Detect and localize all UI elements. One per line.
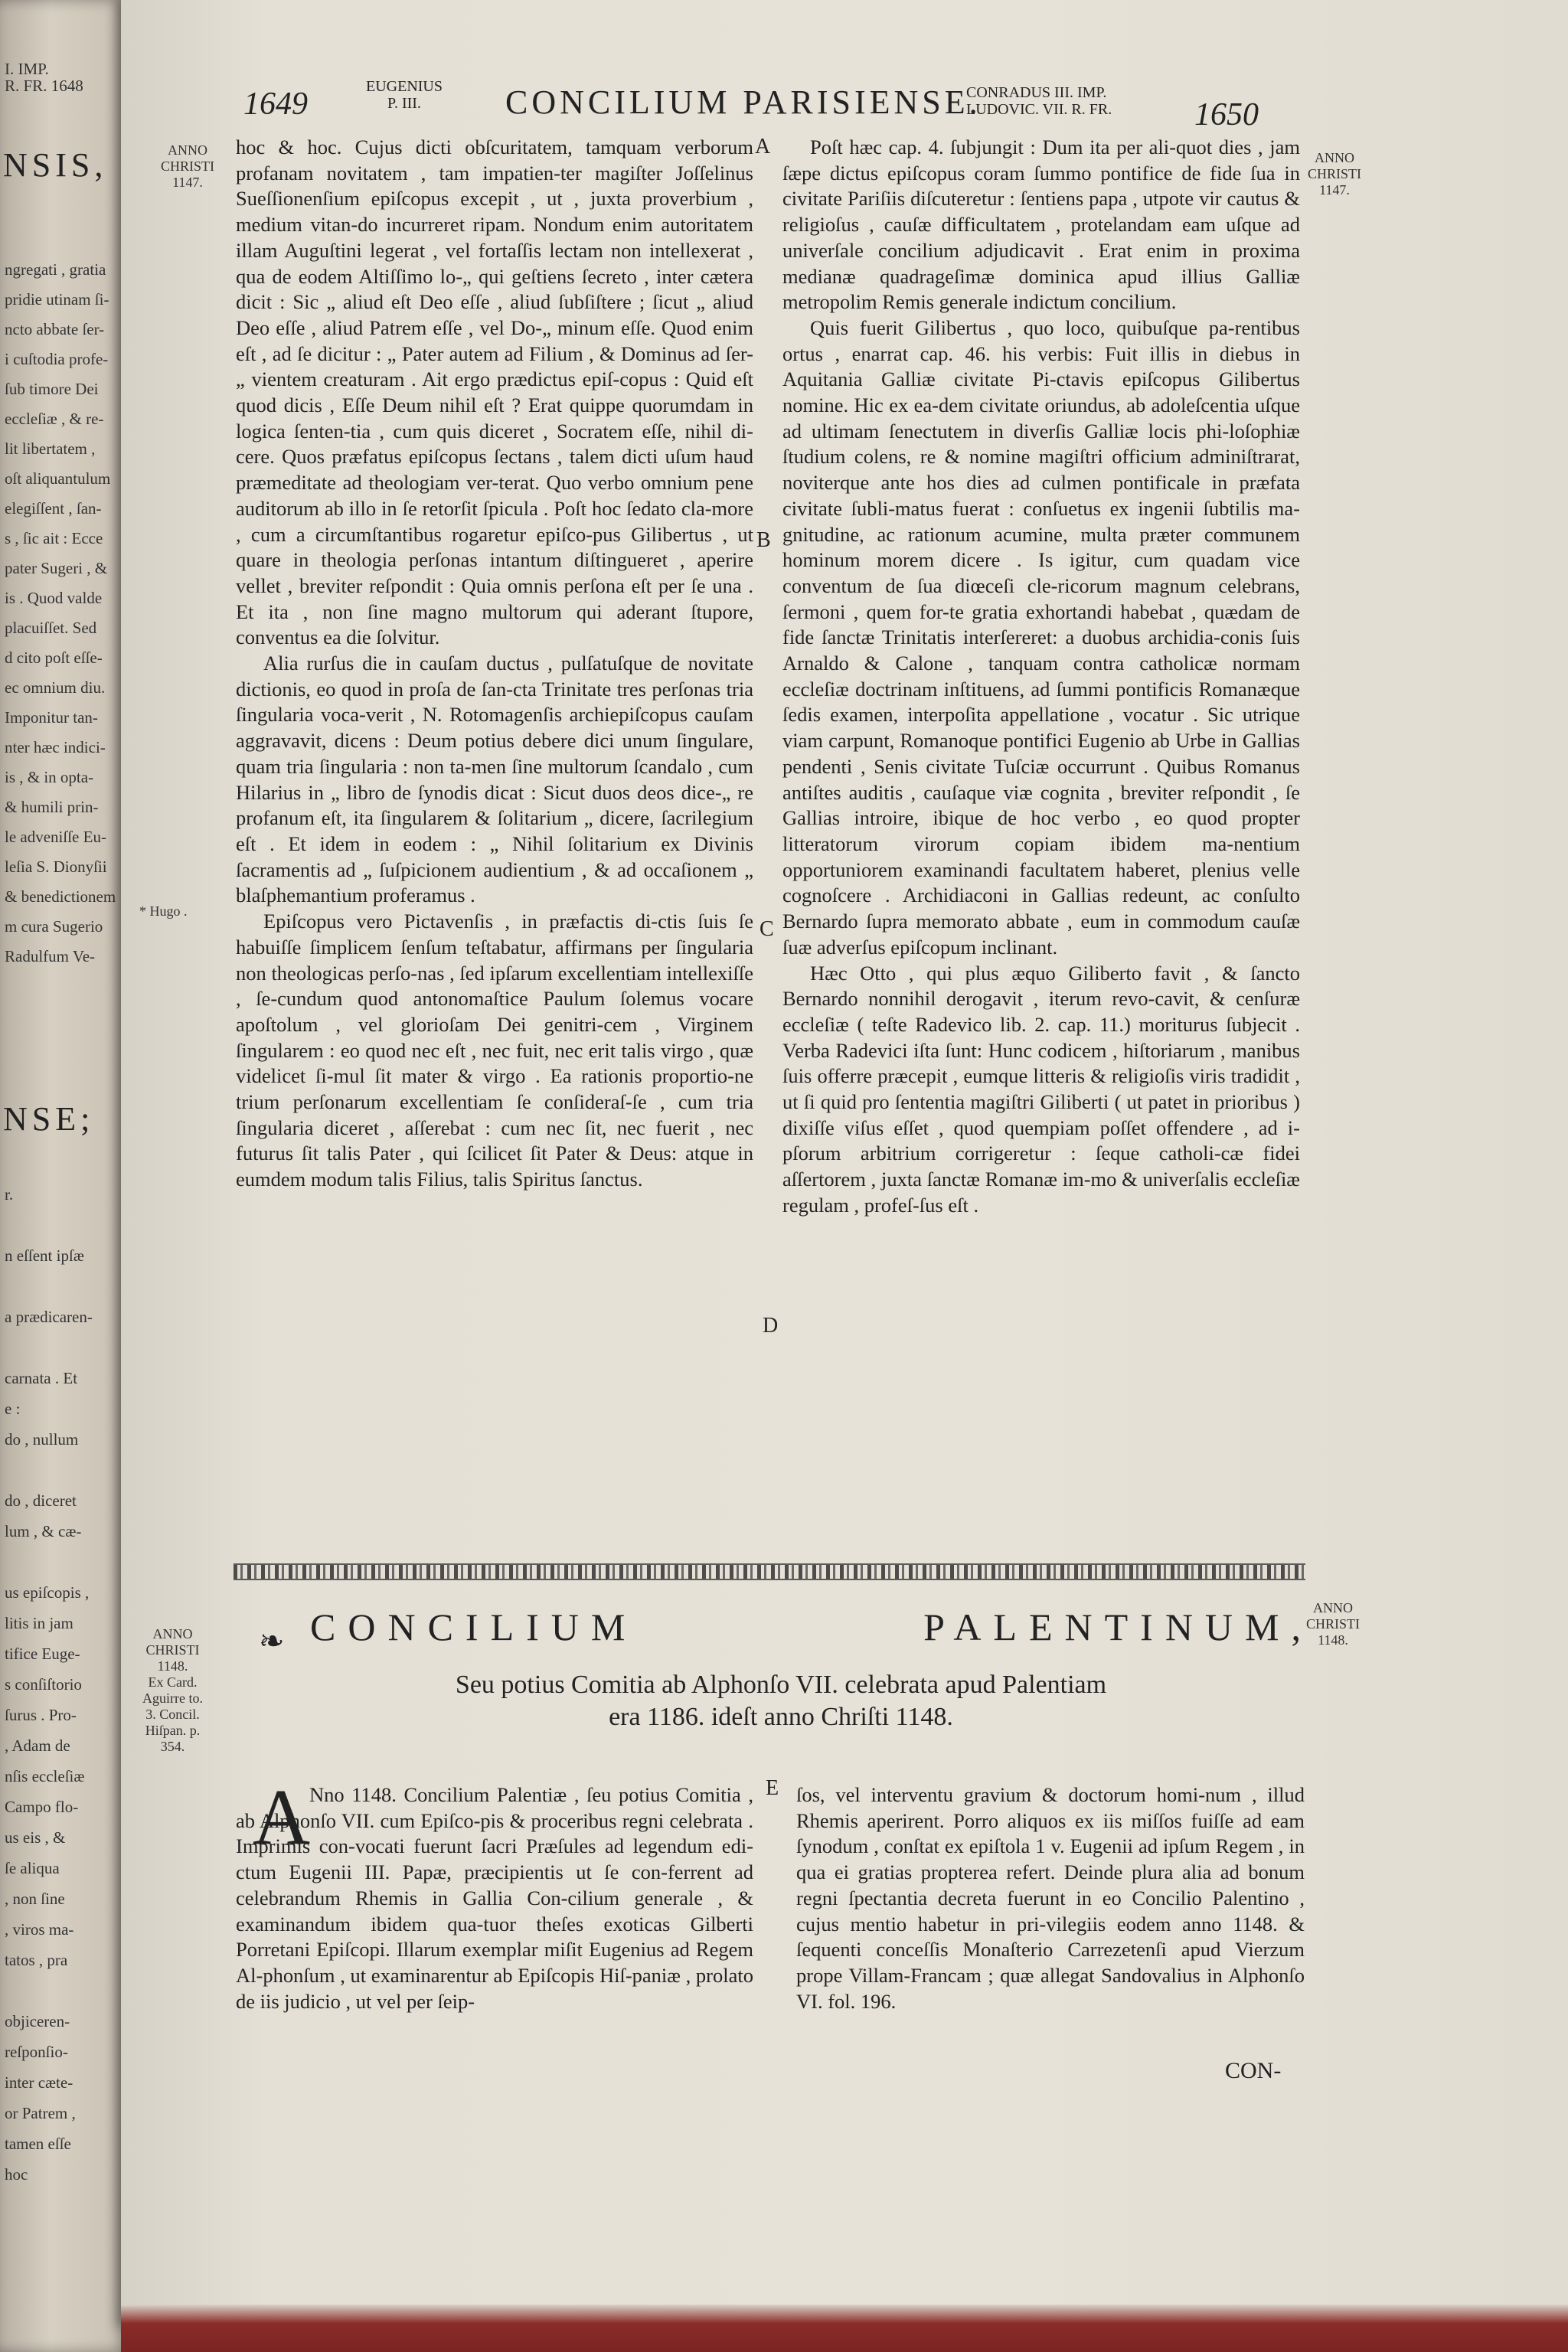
spine-line: , Adam de [5, 1736, 70, 1755]
margin-anno-right: ANNO CHRISTI 1147. [1308, 150, 1362, 198]
paragraph: Poſt hæc cap. 4. ſubjungit : Dum ita per ali-quot dies , jam ſæpe dictus epiſcopus coram ſummo pontifice de fide ſua in civitate Pariſiis diſcuteretur : ſentiens papa , utpote vir cautus & religioſus , cauſæ difficultatem , protelandam eam uſque ad univerſale concilium adjudicavit . Erat enim in proxima medianæ quadrageſimæ dominica apud illius Galliæ metropolim Remis generale indictum concilium. [782, 136, 1300, 314]
spine-line: tifice Euge- [5, 1645, 80, 1663]
spine-heading-1: NSIS, [3, 146, 108, 184]
spine-line: a prædicaren- [5, 1308, 93, 1326]
margin-letter-c: C [760, 917, 774, 941]
spine-line: us eis , & [5, 1828, 66, 1847]
spine-line: ſub timore Dei [5, 380, 99, 398]
spine-line: ngregati , gratia [5, 260, 106, 279]
spine-line: ec omnium diu. [5, 678, 106, 697]
spine-line: is . Quod valde [5, 589, 103, 607]
spine-line: Radulfum Ve- [5, 947, 96, 965]
page-number-right: 1650 [1194, 97, 1259, 132]
spine-line: le adveniſſe Eu- [5, 828, 106, 846]
header-left-small: EUGENIUS P. III. [366, 78, 443, 112]
spine-line: placuiſſet. Sed [5, 619, 97, 637]
spine-line: tatos , pra [5, 1951, 68, 1969]
spine-line: e : [5, 1400, 21, 1418]
ornament-fleuron-icon: ❧ [259, 1624, 285, 1658]
spine-line: tamen eſſe [5, 2135, 71, 2153]
spine-line: i cuſtodia profe- [5, 350, 109, 368]
section-column-right [796, 1782, 1305, 2014]
paragraph: Quis fuerit Gilibertus , quo loco, quibuſque pa-rentibus ortus , enarrat cap. 46. his verbis: Fuit illis in diebus in Aquitania Galliæ civitate Pi-ctavis epiſcopus Gilibertus nomine. Hic ex ea-dem civitate oriundus, ab adoleſcentia uſque ad ultimam ſenectutem in diverſis Galliæ locis phi-loſophiæ ſtudium colens, re & nomine magiſtri officium adminiſtrarat, noviterque ante hos dies ad culmen pontificale in præfata civitate ſubli-matus fuerat : conſuetus ex ingenii ſubtilis ma-gnitudine, ac rationum acumine, multa præter communem hominum morem dicere . Is igitur, cum quadam vice conventum de ſua diœceſi cle-ricorum magnum celebrans, ſermoni , quem for-te gratia exhortandi habebat , quædam de fide ſanctæ Trinitatis interſereret: a duobus archidia-conis ſuis Arnaldo & Calone , tanquam contra catholicæ normam eccleſiæ doctrinam inſtituens, ad ſummi pontificis Romanæque ſedis examen, interpoſita appellatione , vocatur . Sic utrique viam carpunt, Romanoque pontifici Eugenio ab Urbe in Gallias pendenti , Senis civitate Tuſciæ occurrunt . Quibus Romanus antiſtes auditis , cauſaque viæ cognita , breviter reſpondit , ſe Gallias introire, ibique de hoc verbo , eo quod propter litteratorum virorum copiam ibidem ma-nentium opportuniorem examinandi facultatem haberet, plenius velle cognoſcere . Archidiaconi in Gallias redeunt, ac conſulto Bernardo ſupra memorato abbate , eum in commodum cauſæ ſuæ adverſus epiſcopum inclinant. [782, 315, 1300, 959]
page-number-left: 1649 [243, 87, 308, 122]
text-column-right [782, 135, 1300, 1219]
spine-line: ncto abbate ſer- [5, 320, 105, 338]
margin-letter-d: D [763, 1314, 779, 1338]
spine-header-2: R. FR. 1648 [5, 77, 83, 95]
spine-line: lum , & cæ- [5, 1522, 82, 1540]
margin-hugo-note: * Hugo . [139, 903, 188, 919]
spine-line: n eſſent ipſæ [5, 1246, 84, 1265]
spine-line: & benedictionem [5, 887, 116, 906]
spine-header-1: I. IMP. [5, 60, 49, 78]
margin-anno-left: ANNO CHRISTI 1147. [161, 142, 215, 190]
facing-page-fragment [0, 0, 126, 2352]
spine-heading-2: NSE; [3, 1100, 95, 1138]
section-column-left [236, 1773, 753, 2014]
spine-line: Imponitur tan- [5, 708, 98, 727]
spine-line: is , & in opta- [5, 768, 94, 786]
margin-anno-section-left: ANNO CHRISTI 1148. Ex Card. Aguirre to. 3. Concil. Hiſpan. p. 354. [142, 1626, 203, 1754]
spine-line: hoc [5, 2165, 28, 2184]
spine-line: , viros ma- [5, 1920, 74, 1939]
spine-line: , non ſine [5, 1890, 65, 1908]
margin-letter-a: A [755, 135, 771, 158]
page-bottom-edge [121, 2305, 1568, 2352]
spine-line: r. [5, 1185, 14, 1204]
spine-line: s , ſic ait : Ecce [5, 529, 103, 547]
spine-line: & humili prin- [5, 798, 99, 816]
spine-line: oſt aliquantulum [5, 469, 111, 488]
text-column-left [236, 135, 753, 1193]
ornamental-rule [234, 1563, 1305, 1580]
paragraph: Alia rurſus die in cauſam ductus , pulſatuſque de novitate dictionis, eo quod in proſa de ſan-cta Trinitate tres perſonas tria ſingularia voca-verit , N. Rotomagenſis archiepiſcopus cauſam aggravavit, dicens : Deum potius debere dici unum ſingulare, quam tria ſingularia : non ta-men ſine multorum ſcandalo , cum Hilarius in „ libro de ſynodis dicat : Sicut duos deos dice-„ re profanum eſt, ita ſingularem & ſolitarium „ dicere, ſacrilegium eſt . Et idem in eodem : „ Nihil ſolitarium ex Divinis ſacramentis ad „ ſuſpicionem audientium , & ad occaſionem „ blaſphemantium proferamus . [236, 652, 753, 907]
running-title: CONCILIUM PARISIENSE. [505, 83, 982, 121]
spine-line: carnata . Et [5, 1369, 78, 1387]
spine-line: pridie utinam ſi- [5, 290, 109, 309]
spine-line: nter hæc indici- [5, 738, 106, 756]
header-right-small: CONRADUS III. IMP. LUDOVIC. VII. R. FR. [966, 84, 1112, 118]
spine-line: eccleſiæ , & re- [5, 410, 104, 428]
spine-line: nſis eccleſiæ [5, 1767, 85, 1785]
spine-line: ſe aliqua [5, 1859, 60, 1877]
spine-line: d cito poſt eſſe- [5, 648, 103, 667]
spine-line: elegiſſent , ſan- [5, 499, 102, 518]
spine-line: inter cæte- [5, 2073, 74, 2092]
spine-line: or Patrem , [5, 2104, 76, 2122]
paragraph: ſos, vel interventu gravium & doctorum homi-num , illud Rhemis aperirent. Porro aliquos ex iis miſſos fuiſſe ad eam ſynodum , conſtat ex epiſtola 1 v. Eugenii ad ipſum Regem , in qua ei gratias propterea refert. Deinde plura alia ad bonum regni ſpectantia decreta fuerunt in eo Concilio Palentino , cujus mentio habetur in pri-vilegiis eodem anno 1148. & ſequenti conceſſis Monaſterio Carrezetenſi apud Vierzum prope Villam-Francam ; quæ allegat Sandovalius in Alphonſo VI. fol. 196. [796, 1783, 1305, 2013]
paragraph: Hæc Otto , qui plus æquo Giliberto favit , & ſancto Bernardo nonnihil derogavit , iterum revo-cavit, & cenſuræ eccleſiæ ( teſte Radevico lib. 2. cap. 11.) moriturus ſubjecit . Verba Radevici iſta ſunt: Hunc codicem , hiſtoriarum , manibus ſuis offerre præcepit , eumque litteris & religioſis viris tradidit , ut ſi quid pro ſententia magiſtri Giliberti ( ut patet in prioribus ) dixiſſe viſus eſſet , quod quempiam poſſet offendere , ad i-pſorum arbitrium corrigeretur : ſeque catholi-cæ fidei aſſertorem , juxta ſanctæ Romanæ im-mo & univerſalis eccleſiæ regulam , profeſ-ſus eſt . [782, 961, 1300, 1217]
paragraph: hoc & hoc. Cujus dicti obſcuritatem, tamquam verborum profanam novitatem , tam impatien-ter magiſter Joſſelinus Sueſſionenſium epiſcopus excepit , ut , juxta proverbium , medium vitan-do incurreret ripam. Nondum enim autoritatem illam Auguſtini legerat , vel fortaſſis lectam non intellexerat , qua de eodem Altiſſimo lo-„ qui geſtiens ſecreto , inter cætera dicit : Sic „ aliud eſt Deo eſſe , aliud ſubſiſtere ; ſicut „ aliud Deo eſſe , aliud Patrem eſſe , vel Do-„ minum eſſe. Quod enim eſt , ad ſe dicitur : „ Pater autem ad Filium , & Dominus ad ſer-„ vientem creaturam . Ait ergo prædictus epiſ-copus : Quid eſt quod dicis , Eſſe Deum nihil eſt ? Erat quippe quorumdam in logica ſenten-tia , cum quis diceret , Socratem eſſe, nihil di-cere. Quos præfatus epiſcopus ſectans , talem dicti uſum haud præmeditate ad theologiam ver-terat. Quo verbo omnium pene auditorum ab illo in ſe retorſit ſpicula . Poſt hoc ſedato cla-more , cum a circumſtantibus rogaretur epiſco-pus Gilibertus , ut quare in theologia perſonas intantum diſtingueret , aperire vellet , breviter reſpondit : Quia omnis perſona eſt per ſe una . Et ita , non ſine magno multorum qui aderant ſtupore, conventus ea die ſolvitur. [236, 136, 753, 649]
spine-line: ſurus . Pro- [5, 1706, 77, 1724]
spine-line: s conſiſtorio [5, 1675, 82, 1694]
spine-line: Campo flo- [5, 1798, 79, 1816]
margin-letter-e: E [766, 1776, 779, 1800]
paragraph: Epiſcopus vero Pictavenſis , in præfactis di-ctis ſuis ſe habuiſſe ſimplicem ſenſum teſtabatur, affirmans per ſingularia non theologicas perſo-nas , ſed ipſarum excellentiam intellexiſſe , ſe-cundum quod antonomaſtice Paulum ſolemus vocare apoſtolum , vel glorioſam Dei genitri-cem , Virginem ſingularem : eo quod nec eſt , nec fuit, nec erit talis virgo , quæ videlicet ſi-mul ſit mater & virgo . Ea rationis proportio-ne trium perſonarum excellentiam ſe conſideraſ-ſe , cum tria ſingularia diceret , aſſerebat : cum nec ſit, nec fuerit , nec futurus ſit talis Pater , qui ſcilicet ſit Pater & Deus: atque in eumdem modum talis Filius, talis Spiritus ſanctus. [236, 910, 753, 1191]
spine-line: leſia S. Dionyſii [5, 858, 107, 876]
spine-line: do , diceret [5, 1491, 77, 1510]
paragraph: Nno 1148. Concilium Palentiæ , ſeu potius Comitia , ab Alphonſo VII. cum Epiſco-pis & proceribus regni celebrata . Imprimis con-vocati fuerunt ſacri Præſules ad legendum edi-ctum Eugenii III. Papæ, præcipientis ut ſe con-ferrent ad celebrandum Rhemis in Gallia Con-cilium generale , & examinandum ibidem qua-tuor theſes exoticas Gilberti Porretani Epiſcopi. Illarum exemplar miſit Eugenius ad Regem Al-phonſum , ut examinarentur ab Epiſcopis Hiſ-paniæ , prolato de iis judicio , ut vel per ſeip- [236, 1783, 753, 2013]
margin-letter-b: B [756, 528, 771, 552]
spine-line: objiceren- [5, 2012, 70, 2030]
spine-line: pater Sugeri , & [5, 559, 108, 577]
spine-line: us epiſcopis , [5, 1583, 90, 1602]
spine-line: reſponſio- [5, 2043, 68, 2061]
margin-anno-section-right: ANNO CHRISTI 1148. [1306, 1600, 1361, 1648]
spine-line: litis in jam [5, 1614, 74, 1632]
spine-line: do , nullum [5, 1430, 79, 1449]
catchword: CON- [1225, 2058, 1282, 2083]
section-subtitle: Seu potius Comitia ab Alphonſo VII. celebrata apud Palentiam era 1186. ideſt anno Chriſti 1148. [455, 1671, 1107, 1731]
drop-cap: A [253, 1773, 311, 1861]
section-title: CONCILIUM PALENTINUM, [310, 1606, 1313, 1648]
spine-line: lit libertatem , [5, 439, 96, 458]
spine-line: m cura Sugerio [5, 917, 103, 936]
